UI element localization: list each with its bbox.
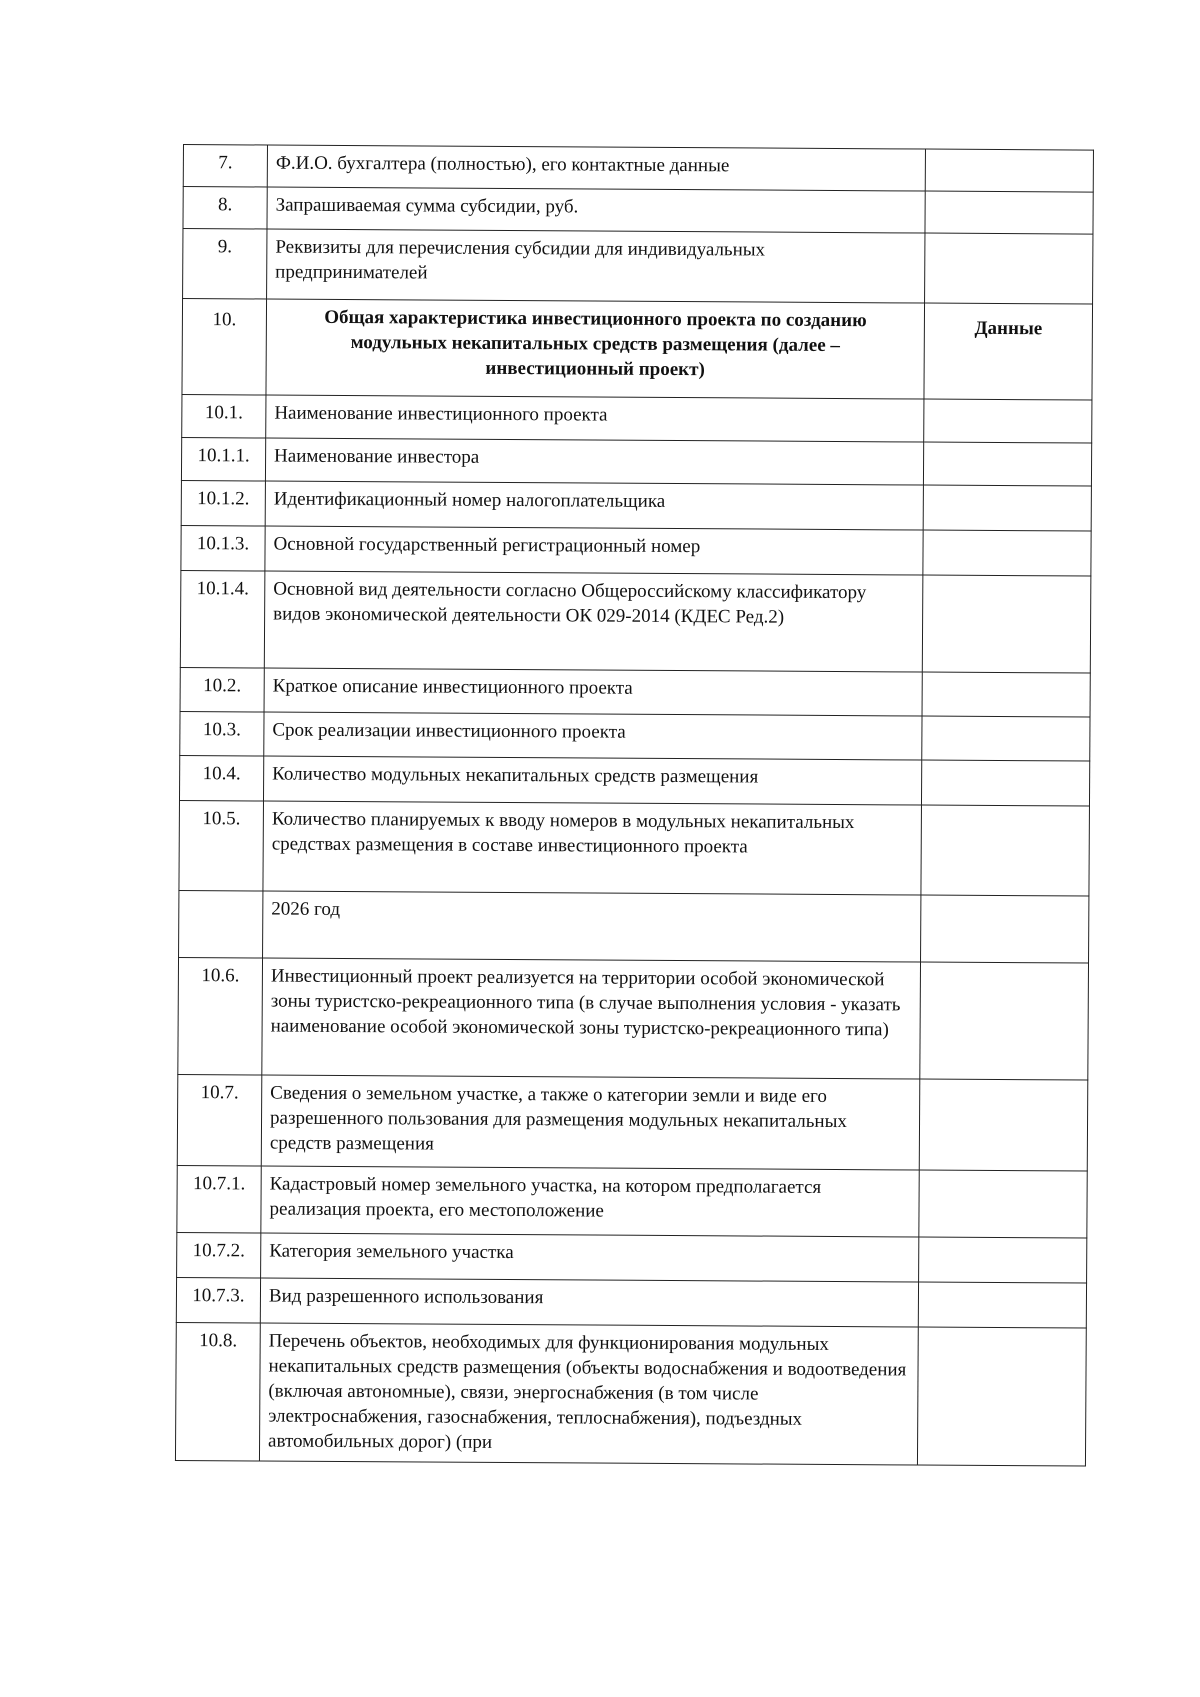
- table-row: [177, 1232, 1087, 1283]
- row-number: 10.1.2.: [181, 480, 265, 526]
- table-row: [179, 755, 1089, 806]
- row-description: Наименование инвестиционного проекта: [266, 395, 924, 442]
- row-number: 10.3.: [180, 711, 264, 756]
- row-value-cell: [925, 191, 1093, 234]
- row-number: 10.7.3.: [176, 1277, 260, 1323]
- table-row: [177, 1165, 1087, 1238]
- row-value-cell: [925, 233, 1093, 304]
- row-value-cell: [923, 485, 1091, 531]
- row-number: 10.1.: [182, 394, 266, 438]
- row-value-cell: [921, 805, 1090, 896]
- row-number: 10.2.: [180, 667, 264, 712]
- table-row: [181, 437, 1091, 486]
- table-row: [175, 1322, 1086, 1466]
- row-description: Основной вид деятельности согласно Общероссийскому классификатору видов экономической деятельности ОК 029-2014 (КДЕС Ред.2): [264, 571, 923, 672]
- table-row: [181, 525, 1091, 576]
- table-row: [176, 1277, 1086, 1328]
- row-description: Срок реализации инвестиционного проекта: [264, 712, 922, 760]
- row-value-cell: [918, 1282, 1086, 1328]
- row-number: 7.: [183, 145, 267, 188]
- row-number: 10.4.: [179, 755, 263, 801]
- data-column-header: Данные: [924, 303, 1093, 400]
- table-row: [183, 145, 1093, 193]
- section-heading-row: [182, 299, 1093, 401]
- row-description: Кадастровый номер земельного участка, на котором предполагается реализация проекта, его местоположение: [261, 1166, 919, 1237]
- row-description: Краткое описание инвестиционного проекта: [264, 668, 922, 716]
- row-value-cell: [919, 1170, 1087, 1238]
- row-value-cell: [925, 149, 1093, 192]
- row-description: Основной государственный регистрационный номер: [265, 526, 923, 575]
- table-row: [177, 1074, 1088, 1171]
- row-value-cell: [921, 760, 1089, 806]
- row-value-cell: [919, 1237, 1087, 1283]
- application-form-table: [175, 144, 1094, 1467]
- row-description: Количество планируемых к вводу номеров в модульных некапитальных средствах размещения в составе инвестиционного проекта: [263, 801, 922, 895]
- row-description: Идентификационный номер налогоплательщика: [265, 481, 923, 530]
- row-description: Вид разрешенного использования: [260, 1278, 918, 1327]
- row-description: Запрашиваемая сумма субсидии, руб.: [267, 187, 925, 233]
- row-number: [179, 890, 263, 958]
- table-row: [179, 800, 1090, 896]
- row-value-cell: [919, 1079, 1088, 1171]
- row-value-cell: [922, 575, 1091, 673]
- table-row: [180, 667, 1090, 717]
- row-value-cell: [917, 1327, 1086, 1466]
- row-description: Количество модульных некапитальных средств размещения: [263, 756, 921, 805]
- row-value-cell: [922, 716, 1090, 761]
- row-value-cell: [924, 399, 1092, 443]
- row-number: 9.: [183, 229, 267, 300]
- row-description: Сведения о земельном участке, а также о категории земли и виде его разрешенного пользования для размещения модульных некапитальных средств размещения: [261, 1075, 920, 1170]
- row-number: 10.8.: [175, 1322, 260, 1461]
- row-value-cell: [923, 530, 1091, 576]
- table-row: [178, 957, 1089, 1080]
- row-description: Перечень объектов, необходимых для функционирования модульных некапитальных средств размещения (объекты водоснабжения и водоотведения (включая автономные), связи, энергоснабжения (в том числе электроснабжения, газоснабжения, теплоснабжения), подъездных автомобильных дорог) (при: [259, 1323, 918, 1465]
- row-description: Категория земельного участка: [261, 1233, 919, 1282]
- table-row: [181, 480, 1091, 531]
- row-number: 8.: [183, 187, 267, 230]
- row-value-cell: [923, 442, 1091, 486]
- row-number: 10.: [182, 299, 267, 396]
- row-description: Реквизиты для перечисления субсидии для индивидуальных предпринимателей: [267, 229, 925, 303]
- row-number: 10.6.: [178, 957, 263, 1075]
- row-number: 10.7.: [177, 1074, 262, 1166]
- row-number: 10.1.4.: [180, 570, 265, 668]
- table-row: [179, 890, 1089, 963]
- row-description: 2026 год: [263, 891, 921, 962]
- row-description: Наименование инвестора: [265, 438, 923, 485]
- row-number: 10.1.1.: [181, 437, 265, 481]
- row-value-cell: [922, 672, 1090, 717]
- row-value-cell: [921, 895, 1089, 963]
- section-heading: Общая характеристика инвестиционного проекта по созданию модульных некапитальных средств размещения (далее – инвестиционный проект): [266, 299, 925, 399]
- row-value-cell: [920, 962, 1089, 1080]
- table-row: [183, 187, 1093, 235]
- row-number: 10.1.3.: [181, 525, 265, 571]
- table-row: [180, 711, 1090, 761]
- table-row: [183, 229, 1093, 305]
- table-row: [180, 570, 1091, 673]
- row-description: Инвестиционный проект реализуется на территории особой экономической зоны туристско-рекреационного типа (в случае выполнения условия - указать наименование особой экономической зоны туристско-рекреационного типа): [262, 958, 921, 1079]
- row-number: 10.7.2.: [177, 1232, 261, 1278]
- table-row: [182, 394, 1092, 443]
- row-description: Ф.И.О. бухгалтера (полностью), его контактные данные: [267, 145, 925, 191]
- row-number: 10.7.1.: [177, 1165, 261, 1233]
- row-number: 10.5.: [179, 800, 264, 891]
